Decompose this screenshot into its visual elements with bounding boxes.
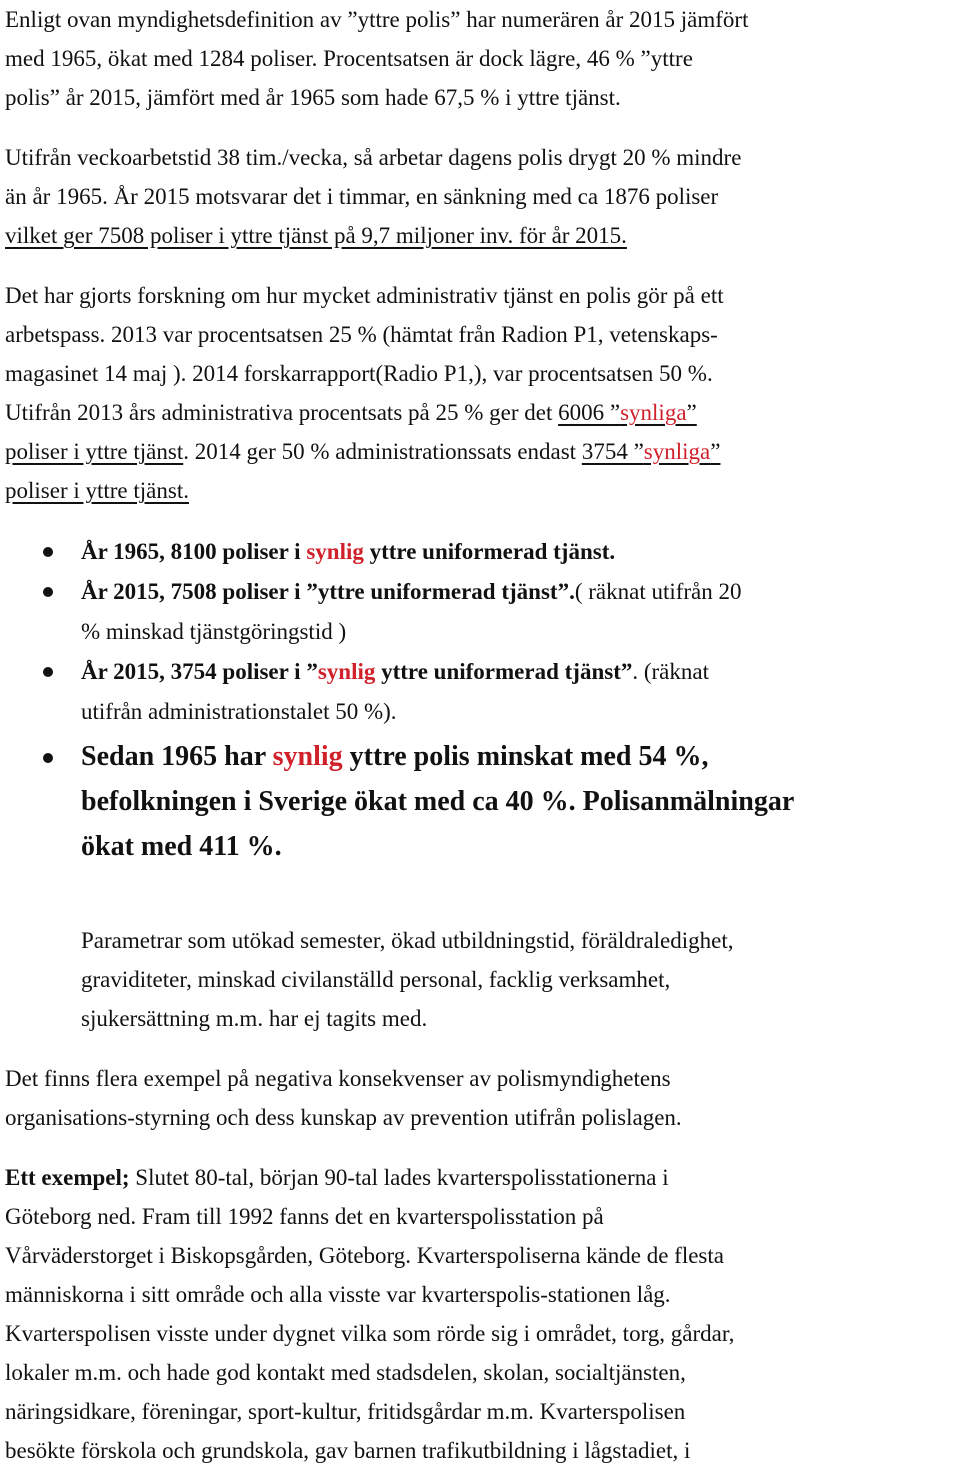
text-line: människorna i sitt område och alla visste var kvarterspolis-stationen låg. bbox=[5, 1282, 671, 1307]
text-line: sjukersättning m.m. har ej tagits med. bbox=[81, 1006, 428, 1031]
paragraph-numerar bbox=[5, 0, 956, 117]
text-segment-bold: År 2015, 3754 poliser i ” bbox=[81, 659, 318, 684]
highlight-word-synliga: synliga bbox=[643, 439, 711, 464]
text-segment: ( räknat utifrån 20 bbox=[574, 579, 742, 604]
underlined-count-6006 bbox=[558, 400, 697, 425]
text-line: Parametrar som utökad semester, ökad utbildningstid, föräldraledighet, bbox=[81, 928, 734, 953]
paragraph-exempel bbox=[5, 1158, 956, 1470]
text-line: lokaler m.m. och hade god kontakt med stadsdelen, skolan, socialtjänsten, bbox=[5, 1360, 686, 1385]
highlight-word-synlig: synlig bbox=[306, 539, 364, 564]
text-segment: ” bbox=[710, 439, 721, 464]
bullet-item bbox=[81, 652, 956, 732]
highlight-word-synliga: synliga bbox=[620, 400, 687, 425]
text-line: magasinet 14 maj ). 2014 forskarrapport(Radio P1,), var procentsatsen 50 %. bbox=[5, 361, 713, 386]
text-line: graviditeter, minskad civilanställd personal, facklig verksamhet, bbox=[81, 967, 671, 992]
text-line: Vårväderstorget i Biskopsgården, Göteborg. Kvarterspoliserna kände de flesta bbox=[5, 1243, 724, 1268]
lead-heading: Ett exempel; bbox=[5, 1165, 130, 1190]
text-segment: . 2014 ger 50 % administrationssats endast bbox=[183, 439, 582, 464]
text-line-underlined: vilket ger 7508 poliser i yttre tjänst på 9,7 miljoner inv. för år 2015. bbox=[5, 223, 627, 248]
paragraph-veckoarbetstid bbox=[5, 138, 956, 255]
text-segment-bold: yttre uniformerad tjänst” bbox=[375, 659, 633, 684]
text-line-underlined: poliser i yttre tjänst. bbox=[5, 478, 189, 503]
text-line: polis” år 2015, jämfört med år 1965 som hade 67,5 % i yttre tjänst. bbox=[5, 85, 621, 110]
text-segment: % minskad tjänstgöringstid ) bbox=[81, 619, 347, 644]
text-line: Göteborg ned. Fram till 1992 fanns det en kvarterspolisstation på bbox=[5, 1204, 604, 1229]
text-line: Utifrån veckoarbetstid 38 tim./vecka, så arbetar dagens polis drygt 20 % mindre bbox=[5, 145, 742, 170]
text-segment: ” bbox=[686, 400, 697, 425]
text-line: arbetspass. 2013 var procentsatsen 25 % (hämtat från Radion P1, vetenskaps- bbox=[5, 322, 718, 347]
text-segment: 3754 ” bbox=[581, 439, 644, 464]
bullet-list bbox=[5, 532, 956, 869]
text-line: Det har gjorts forskning om hur mycket administrativ tjänst en polis gör på ett bbox=[5, 283, 724, 308]
text-line: Det finns flera exempel på negativa konsekvenser av polismyndighetens bbox=[5, 1066, 671, 1091]
bullet-item bbox=[81, 532, 956, 572]
text-segment: yttre uniformerad tjänst. bbox=[363, 539, 616, 564]
text-segment: . (räknat bbox=[632, 659, 709, 684]
text-segment: Utifrån 2013 års administrativa procentsats på 25 % ger det bbox=[5, 400, 559, 425]
highlight-word-synlig: synlig bbox=[317, 659, 376, 684]
text-line: Enligt ovan myndighetsdefinition av ”yttre polis” har numerären år 2015 jämfört bbox=[5, 7, 749, 32]
bullet-item-large bbox=[81, 734, 956, 869]
text-line: organisations-styrning och dess kunskap av prevention utifrån polislagen. bbox=[5, 1105, 682, 1130]
text-segment-bold: År 2015, 7508 poliser i ”yttre uniformerad tjänst”. bbox=[81, 579, 575, 604]
text-line: besökte förskola och grundskola, gav barnen trafikutbildning i lågstadiet, i bbox=[5, 1438, 691, 1463]
text-line: Kvarterspolisen visste under dygnet vilka som rörde sig i området, torg, gårdar, bbox=[5, 1321, 735, 1346]
text-segment: ökat med 411 %. bbox=[81, 831, 282, 862]
text-line: näringsidkare, föreningar, sport-kultur, fritidsgårdar m.m. Kvarterspolisen bbox=[5, 1399, 686, 1424]
paragraph-konsekvenser bbox=[5, 1059, 956, 1137]
text-segment: utifrån administrationstalet 50 %). bbox=[81, 699, 397, 724]
paragraph-forskning bbox=[5, 276, 956, 510]
text-line: än år 1965. År 2015 motsvarar det i timmar, en sänkning med ca 1876 poliser bbox=[5, 184, 719, 209]
text-line: med 1965, ökat med 1284 poliser. Procentsatsen är dock lägre, 46 % ”yttre bbox=[5, 46, 693, 71]
text-segment: 6006 ” bbox=[558, 400, 621, 425]
text-segment: Slutet 80-tal, början 90-tal lades kvarterspolisstationerna i bbox=[129, 1165, 669, 1190]
text-segment-underlined: poliser i yttre tjänst bbox=[5, 439, 184, 464]
highlight-word-synlig: synlig bbox=[272, 741, 343, 772]
paragraph-parametrar bbox=[5, 921, 956, 1038]
text-segment: År 1965, 8100 poliser i bbox=[81, 539, 307, 564]
text-segment: yttre polis minskat med 54 %, bbox=[342, 741, 709, 772]
text-segment: befolkningen i Sverige ökat med ca 40 %. Polisanmälningar bbox=[81, 786, 795, 817]
bullet-item bbox=[81, 572, 956, 652]
text-segment: Sedan 1965 har bbox=[81, 741, 273, 772]
underlined-count-3754 bbox=[582, 439, 721, 464]
